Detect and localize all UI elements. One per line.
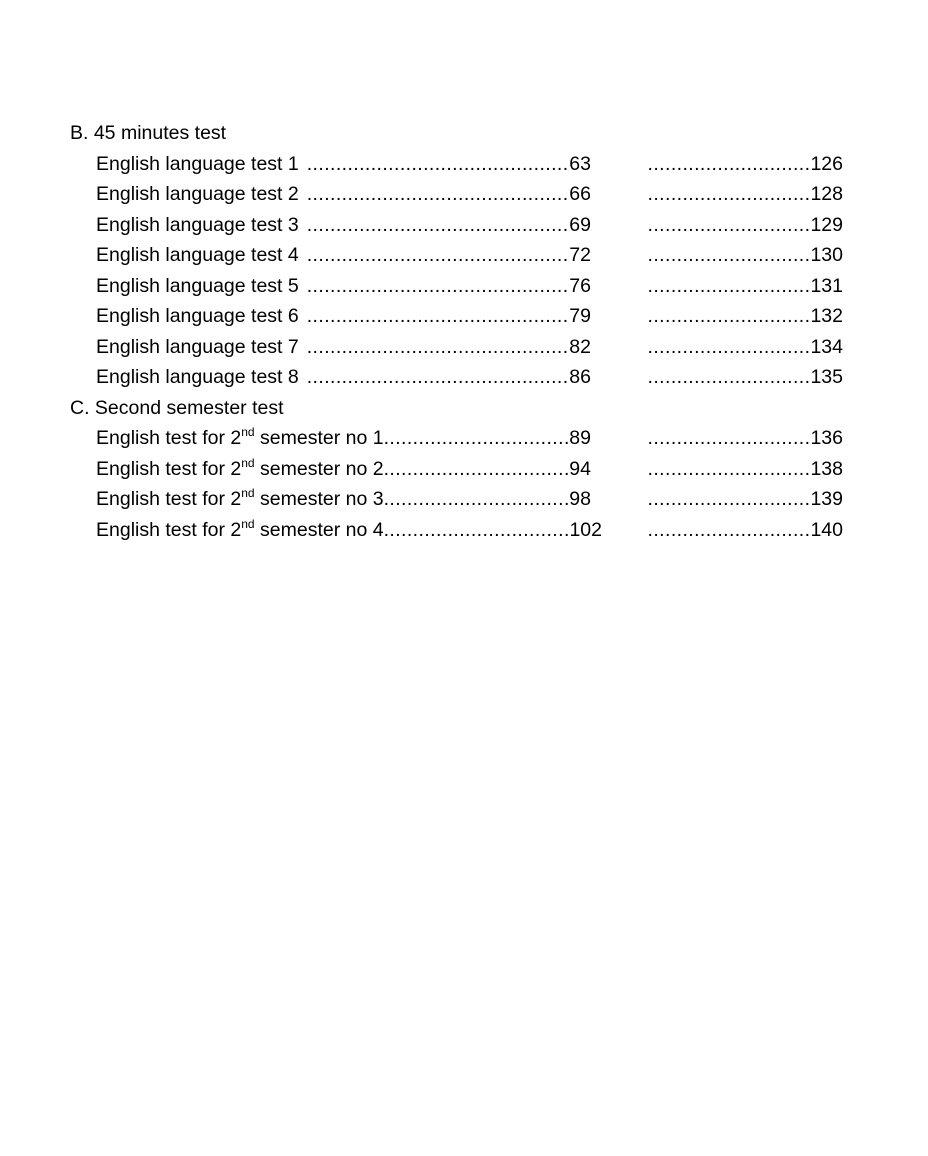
entry-title-text: English test for 2 (96, 427, 242, 449)
toc-entry (96, 244, 843, 266)
answer-page-number: 135 (810, 366, 843, 388)
answer-page-number: 129 (810, 213, 843, 236)
page-number: 98 (569, 488, 591, 510)
entry-title-text: English test for 2 (96, 457, 242, 480)
toc-entry (96, 183, 843, 205)
entry-title (96, 488, 384, 510)
leader-dots (648, 275, 810, 297)
page-number: 94 (569, 457, 591, 480)
entry-title (96, 275, 299, 297)
page-number: 76 (569, 274, 591, 297)
leader-dots (307, 336, 570, 358)
answer-key-page-column (648, 153, 843, 175)
leader-dots (648, 366, 810, 388)
student-page-column (96, 275, 611, 297)
answer-key-page-column (648, 519, 843, 541)
leader-dots (307, 305, 570, 327)
entry-title-text: English language test 1 (96, 152, 299, 175)
entry-title (96, 336, 299, 358)
leader-dots (648, 305, 810, 327)
leader-dots (384, 427, 570, 449)
answer-key-page-column (648, 488, 843, 510)
answer-key-page-column (648, 305, 843, 327)
page-number: 82 (569, 335, 591, 358)
entry-title-suffix: semester no 1 (254, 427, 384, 449)
page-number: 69 (569, 213, 591, 236)
answer-page-number: 138 (810, 457, 843, 480)
entry-title-text: English language test 3 (96, 213, 299, 236)
entry-title-suffix: semester no 2 (254, 457, 384, 480)
answer-page-number: 128 (810, 183, 843, 205)
student-page-column (96, 455, 611, 480)
toc-entry (96, 366, 843, 388)
page-number: 102 (569, 518, 602, 541)
entry-title (96, 516, 384, 541)
toc-entry (96, 455, 843, 480)
answer-key-page-column (648, 183, 843, 205)
student-page-column (96, 516, 611, 541)
leader-dots (648, 244, 810, 266)
answer-page-number: 131 (810, 274, 843, 297)
leader-dots (307, 244, 570, 266)
leader-dots (384, 458, 570, 480)
student-page-column (96, 366, 611, 388)
student-page-column (96, 153, 611, 175)
answer-page-number: 139 (810, 488, 843, 510)
student-page-column (96, 488, 611, 510)
toc-entry (96, 488, 843, 510)
page-number: 66 (569, 183, 591, 205)
student-page-column (96, 183, 611, 205)
leader-dots (307, 183, 570, 205)
toc-entry (96, 427, 843, 449)
entry-title-text: English test for 2 (96, 488, 242, 510)
entry-title (96, 214, 299, 236)
answer-key-page-column (648, 427, 843, 449)
entry-title-text: English language test 5 (96, 274, 299, 297)
leader-dots (648, 519, 810, 541)
ordinal-suffix: nd (241, 425, 255, 439)
leader-dots (648, 458, 810, 480)
answer-key-page-column (648, 214, 843, 236)
leader-dots (648, 214, 810, 236)
leader-dots (648, 488, 810, 510)
answer-key-page-column (648, 275, 843, 297)
student-page-column (96, 305, 611, 327)
toc-entry (96, 275, 843, 297)
toc-entry (96, 516, 843, 541)
student-page-column (96, 427, 611, 449)
ordinal-suffix: nd (241, 455, 255, 470)
section-heading: C. Second semester test (70, 396, 284, 419)
entry-title (96, 153, 299, 175)
toc-entry (96, 336, 843, 358)
student-page-column (96, 214, 611, 236)
entry-title (96, 427, 384, 449)
answer-key-page-column (648, 336, 843, 358)
answer-page-number: 134 (810, 335, 843, 358)
answer-page-number: 126 (810, 152, 843, 175)
ordinal-suffix: nd (241, 516, 255, 531)
section-heading: B. 45 minutes test (70, 122, 227, 144)
toc-entry (96, 153, 843, 175)
entry-title-text: English language test 2 (96, 183, 299, 205)
page-number: 72 (569, 244, 591, 266)
leader-dots (384, 519, 570, 541)
toc-entry (96, 305, 843, 327)
entry-title-text: English language test 6 (96, 305, 299, 327)
entry-title (96, 305, 299, 327)
leader-dots (648, 336, 810, 358)
entry-title (96, 244, 299, 266)
leader-dots (307, 275, 570, 297)
entry-title-suffix: semester no 3 (254, 488, 384, 510)
entry-title-text: English test for 2 (96, 518, 242, 541)
leader-dots (307, 153, 570, 175)
student-page-column (96, 244, 611, 266)
page-number: 89 (569, 427, 591, 449)
entry-title (96, 183, 299, 205)
answer-key-page-column (648, 244, 843, 266)
answer-page-number: 130 (810, 244, 843, 266)
leader-dots (307, 366, 570, 388)
leader-dots (384, 488, 570, 510)
entry-title-suffix: semester no 4 (254, 518, 384, 541)
answer-page-number: 136 (810, 427, 843, 449)
leader-dots (307, 214, 570, 236)
leader-dots (648, 183, 810, 205)
student-page-column (96, 336, 611, 358)
entry-title-text: English language test 8 (96, 366, 299, 388)
leader-dots (648, 153, 810, 175)
page-number: 86 (569, 366, 591, 388)
page-number: 63 (569, 152, 591, 175)
leader-dots (648, 427, 810, 449)
answer-key-page-column (648, 366, 843, 388)
toc-entry (96, 214, 843, 236)
entry-title-text: English language test 4 (96, 244, 299, 266)
ordinal-suffix: nd (241, 486, 255, 500)
answer-page-number: 132 (810, 305, 843, 327)
entry-title-text: English language test 7 (96, 335, 299, 358)
entry-title (96, 366, 299, 388)
answer-page-number: 140 (810, 518, 843, 541)
answer-key-page-column (648, 458, 843, 480)
page-number: 79 (569, 305, 591, 327)
entry-title (96, 455, 384, 480)
